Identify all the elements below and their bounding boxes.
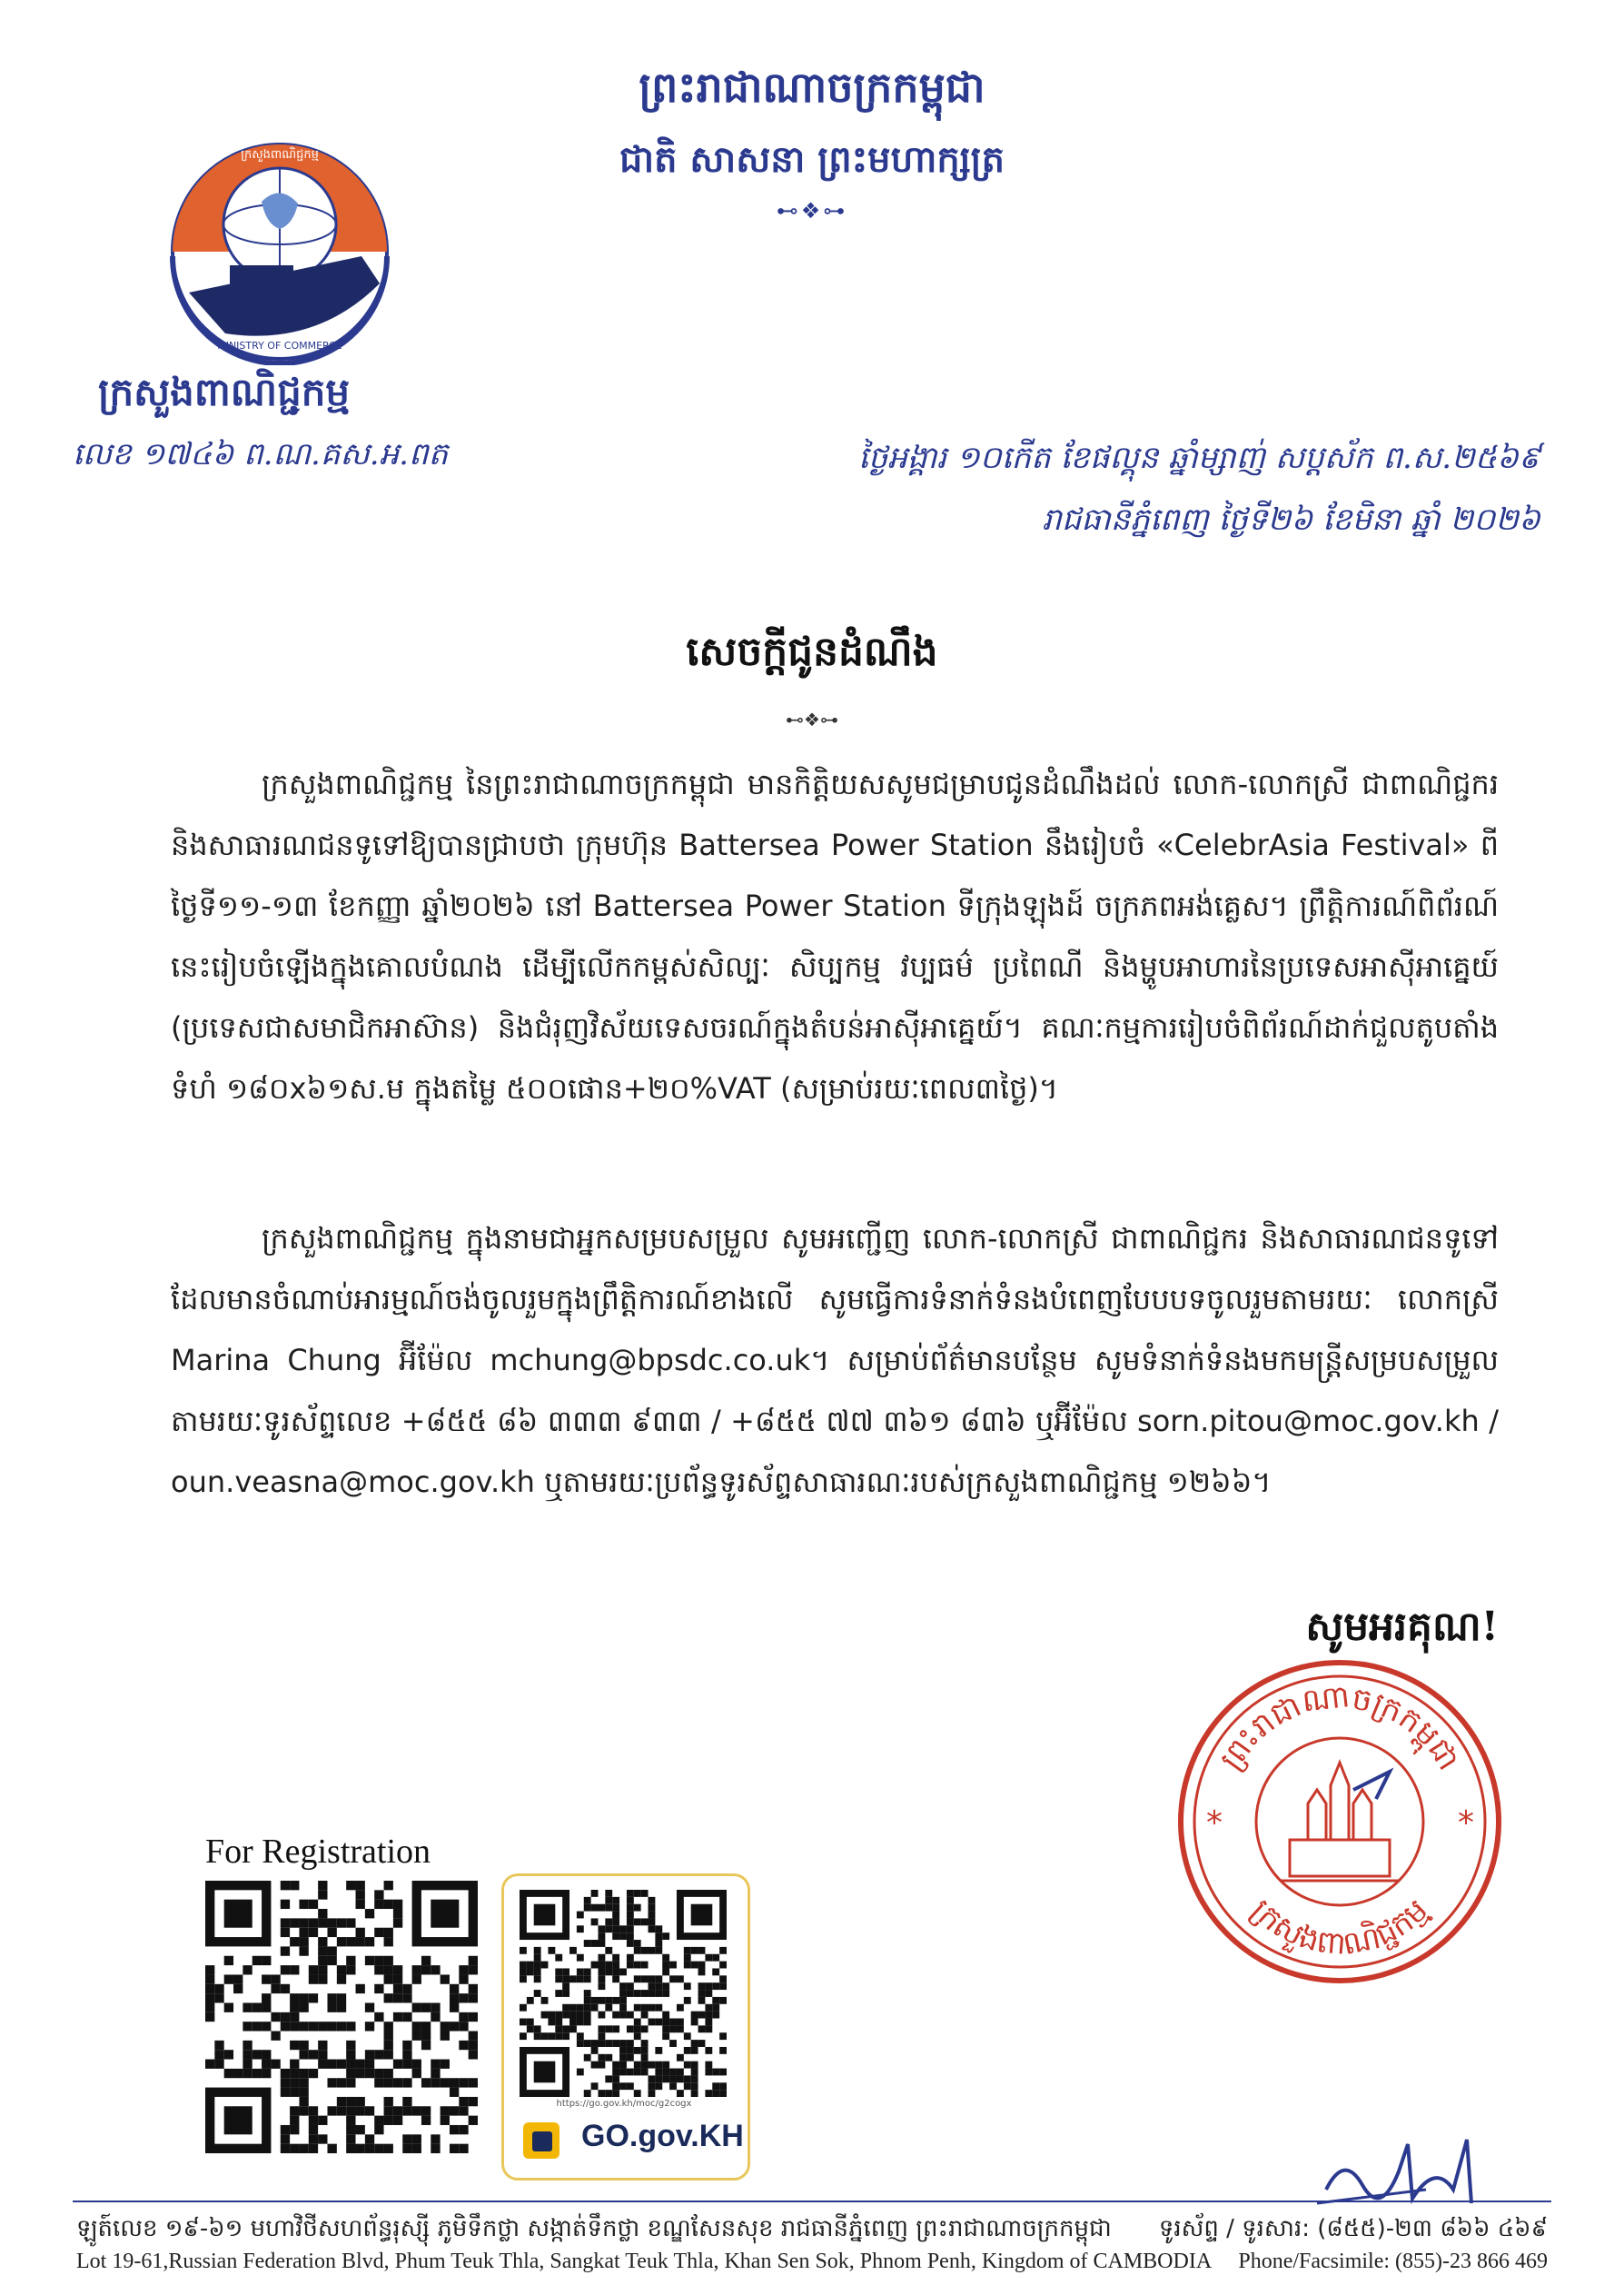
registration-qr-code[interactable] — [205, 1881, 478, 2153]
registration-label: For Registration — [205, 1833, 431, 1871]
go-gov-label: GO.gov.KH — [581, 2119, 744, 2153]
closing-thanks: សូមអរគុណ! — [1305, 1604, 1499, 1650]
svg-text:*: * — [1458, 1804, 1474, 1842]
logo-caption: MINISTRY OF COMMERCE — [217, 340, 342, 352]
body-paragraph-1: ក្រសួងពាណិជ្ជកម្ម នៃព្រះរាជាណាចក្រកម្ពុជា មានកិត្តិយសសូមជម្រាបជូនដំណឹងដល់ លោក-លោកស្រី ជាពាណិជ្ជករ និងសាធារណជនទូទៅឱ្យបានជ្រាបថា ក្រុមហ៊ុន Battersea Power Station នឹងរៀបចំ «CelebrAsia Festival» ពីថ្ងៃទី១១-១៣ ខែកញ្ញា ឆ្នាំ២០២៦ នៅ Battersea Power Station ទីក្រុងឡុងដ៍ ចក្រភពអង់គ្លេស។ ព្រឹត្តិការណ៍ពិព័រណ៍នេះរៀបចំឡើងក្នុងគោលបំណង ដើម្បីលើកកម្ពស់សិល្បៈ សិប្បកម្ម វប្បធម៌ ប្រពៃណី និងម្ហូបអាហារនៃប្រទេសអាស៊ីអាគ្នេយ៍ (ប្រទេសជាសមាជិកអាស៊ាន) និងជំរុញវិស័យទេសចរណ៍ក្នុងតំបន់អាស៊ីអាគ្នេយ៍។ គណៈកម្មការរៀបចំពិព័រណ៍ដាក់ជួលតូបតាំងទំហំ ១៨០x៦១ស.ម ក្នុងតម្លៃ ៥០០ផោន+២០%VAT (សម្រាប់រយៈពេល៣ថ្ងៃ)។ — [171, 767, 1500, 1106]
footer-phone-khmer: ទូរស័ព្ទ / ទូរសារ: (៨៥៥)-២៣ ៨៦៦ ៤៦៩ — [1158, 2215, 1548, 2242]
signature — [1308, 2135, 1508, 2217]
seal-top-text: ព្រះរាជាណាចក្រកម្ពុជា — [1213, 1678, 1467, 1777]
solar-date: រាជធានីភ្នំពេញ ថ្ងៃទី២៦ ខែមិនា ឆ្នាំ ២០២៦ — [1042, 502, 1540, 538]
national-motto: ជាតិ សាសនា ព្រះមហាក្សត្រ — [619, 138, 1005, 181]
title-ornament: ⊷❖⊶ — [786, 709, 838, 730]
lunar-date: ថ្ងៃអង្គារ ១០កើត ខែផល្គុន ឆ្នាំម្សាញ់ សប្តស័ក ព.ស.២៥៦៩ — [857, 440, 1540, 476]
svg-text:*: * — [1206, 1804, 1223, 1842]
footer-phone-english: Phone/Facsimile: (855)-23 866 469 — [1238, 2250, 1548, 2273]
ministry-name: ក្រសួងពាណិជ្ជកម្ម — [98, 370, 351, 414]
footer-address-khmer: ឡូត៍លេខ ១៩-៦១ មហាវិថីសហព័ន្ធរុស្ស៊ី ភូមិទឹកថ្លា សង្កាត់ទឹកថ្លា ខណ្ឌសែនសុខ រាជធានីភ្នំពេញ ព្រះរាជាណាចក្រកម្ពុជា — [76, 2215, 1112, 2242]
go-gov-url: https://go.gov.kh/moc/g2cogx — [556, 2099, 692, 2109]
kingdom-heading: ព្រះរាជាណាចក្រកម្ពុជា — [639, 63, 985, 112]
go-gov-qr-code[interactable] — [520, 1890, 727, 2097]
document-title: សេចក្តីជូនដំណឹង — [686, 629, 938, 675]
footer-divider — [73, 2201, 1551, 2202]
logo-top-caption: ក្រសួងពាណិជ្ជកម្ម — [241, 148, 319, 162]
header-ornament: ⊷❖⊶ — [776, 198, 848, 224]
body-paragraph-2: ក្រសួងពាណិជ្ជកម្ម ក្នុងនាមជាអ្នកសម្របសម្រួល សូមអញ្ជើញ លោក-លោកស្រី ជាពាណិជ្ជករ និងសាធារណជនទូទៅ ដែលមានចំណាប់អារម្មណ៍ចង់ចូលរួមក្នុងព្រឹត្តិការណ៍ខាងលើ សូមធ្វើការទំនាក់ទំនងបំពេញបែបបទចូលរួមតាមរយៈ លោកស្រី Marina Chung អ៊ីម៉ែល mchung@bpsdc.co.uk។ សម្រាប់ព័ត៌មានបន្ថែម សូមទំនាក់ទំនងមកមន្ត្រីសម្របសម្រួល តាមរយៈទូរស័ព្ទលេខ +៨៥៥ ៨៦ ៣៣៣ ៩៣៣ / +៨៥៥ ៧៧ ៣៦១ ៨៣៦ ឬអ៊ីម៉ែល sorn.pitou@moc.gov.kh / oun.veasna@moc.gov.kh ឬតាមរយៈប្រព័ន្ធទូរស័ព្ទសាធារណៈរបស់ក្រសួងពាណិជ្ជកម្ម ១២៦៦។ — [171, 1221, 1499, 1499]
official-seal — [1172, 1654, 1508, 1990]
ministry-logo — [134, 138, 425, 365]
seal-bottom-text: ក្រសួងពាណិជ្ជកម្ម — [1243, 1892, 1436, 1963]
reference-number: លេខ ១៧៤៦ ព.ណ.គស.អ.ពត — [73, 436, 449, 472]
footer-address-english: Lot 19-61,Russian Federation Blvd, Phum Teuk Thla, Sangkat Teuk Thla, Khan Sen Sok, Phnom Penh, Kingdom of CAMBODIA — [76, 2250, 1213, 2273]
